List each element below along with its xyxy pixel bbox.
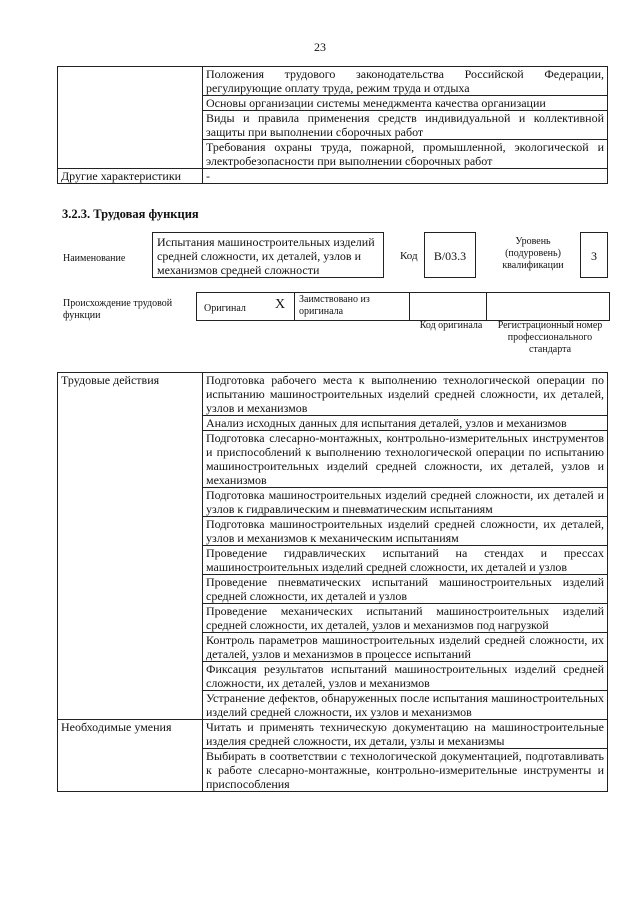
caption-original-code: Код оригинала (419, 320, 483, 331)
original-cell (197, 293, 295, 320)
origin-strip (196, 292, 610, 321)
name-label: Наименование (63, 253, 126, 264)
labor-action-row: Проведение гидравлических испытаний на стендах и прессах машиностроительных изделий средней сложности, их деталей и узлов (203, 546, 608, 575)
original-mark: X (275, 297, 286, 312)
borrowed-cell (295, 293, 410, 320)
labor-function-table (57, 372, 608, 792)
code-label: Код (400, 250, 418, 262)
empty-label-cell (58, 67, 203, 169)
labor-action-row: Проведение пневматических испытаний машиностроительных изделий средней сложности, их деталей и узлов (203, 575, 608, 604)
labor-action-row: Подготовка слесарно-монтажных, контрольно-измерительных инструментов и приспособлений к выполнению технологической операции по испытанию машиностроительных изделий средней сложности, их деталей, узлов и механизмов (203, 431, 608, 488)
labor-action-row: Подготовка рабочего места к выполнению технологической операции по испытанию машиностроительных изделий средней сложности, их деталей, узлов и механизмов (203, 373, 608, 416)
skills-label: Необходимые умения (58, 720, 203, 792)
skill-row: Читать и применять техническую документацию на машиностроительные изделия средней сложности, их детали, узлы и механизмы (203, 720, 608, 749)
page-number: 23 (314, 40, 326, 54)
skill-row: Выбирать в соответствии с технологической документацией, подготавливать к работе слесарно-монтажные, контрольно-измерительные инструменты и приспособления (203, 749, 608, 792)
level-value-box: 3 (580, 232, 608, 278)
labor-action-row: Подготовка машиностроительных изделий средней сложности, их деталей, узлов и механизмов к механическим испытаниям (203, 517, 608, 546)
level-label: Уровень (подуровень) квалификации (502, 236, 564, 271)
knowledge-row: Требования охраны труда, пожарной, промышленной, экологической и электробезопасности при выполнении сборочных работ (203, 140, 608, 169)
labor-action-row: Подготовка машиностроительных изделий средней сложности, их деталей и узлов к гидравлическим и пневматическим испытаниям (203, 488, 608, 517)
original-code-cell (410, 293, 487, 320)
labor-action-row: Контроль параметров машиностроительных изделий средней сложности, их деталей, узлов и механизмов в процессе испытаний (203, 633, 608, 662)
other-characteristics-value: - (203, 169, 608, 184)
knowledge-row: Виды и правила применения средств индивидуальной и коллективной защиты при выполнении сборочных работ (203, 111, 608, 140)
caption-registration-number: Регистрационный номер профессионального стандарта (497, 320, 603, 355)
function-code-box: B/03.3 (424, 232, 476, 278)
section-title: 3.2.3. Трудовая функция (62, 207, 199, 221)
labor-action-row: Проведение механических испытаний машиностроительных изделий средней сложности, их деталей, узлов и механизмов под нагрузкой (203, 604, 608, 633)
original-label: Оригинал (204, 303, 246, 314)
knowledge-row: Основы организации системы менеджмента качества организации (203, 96, 608, 111)
origin-label: Происхождение трудовой функции (63, 298, 173, 321)
knowledge-row: Положения трудового законодательства Российской Федерации, регулирующие оплату труда, режим труда и отдыха (203, 67, 608, 96)
registration-number-cell (487, 293, 609, 320)
labor-action-row: Анализ исходных данных для испытания деталей, узлов и механизмов (203, 416, 608, 431)
function-name-box: Испытания машиностроительных изделий средней сложности, их деталей, узлов и механизмов средней сложности (152, 232, 384, 278)
knowledge-table-continuation (57, 66, 608, 184)
labor-action-row: Фиксация результатов испытаний машиностроительных изделий средней сложности, их деталей, узлов и механизмов (203, 662, 608, 691)
labor-action-row: Устранение дефектов, обнаруженных после испытания машиностроительных изделий средней сложности, их узлов и механизмов (203, 691, 608, 720)
borrowed-label: Заимствовано из оригинала (299, 294, 370, 317)
labor-actions-label: Трудовые действия (58, 373, 203, 720)
other-characteristics-label: Другие характеристики (58, 169, 203, 184)
